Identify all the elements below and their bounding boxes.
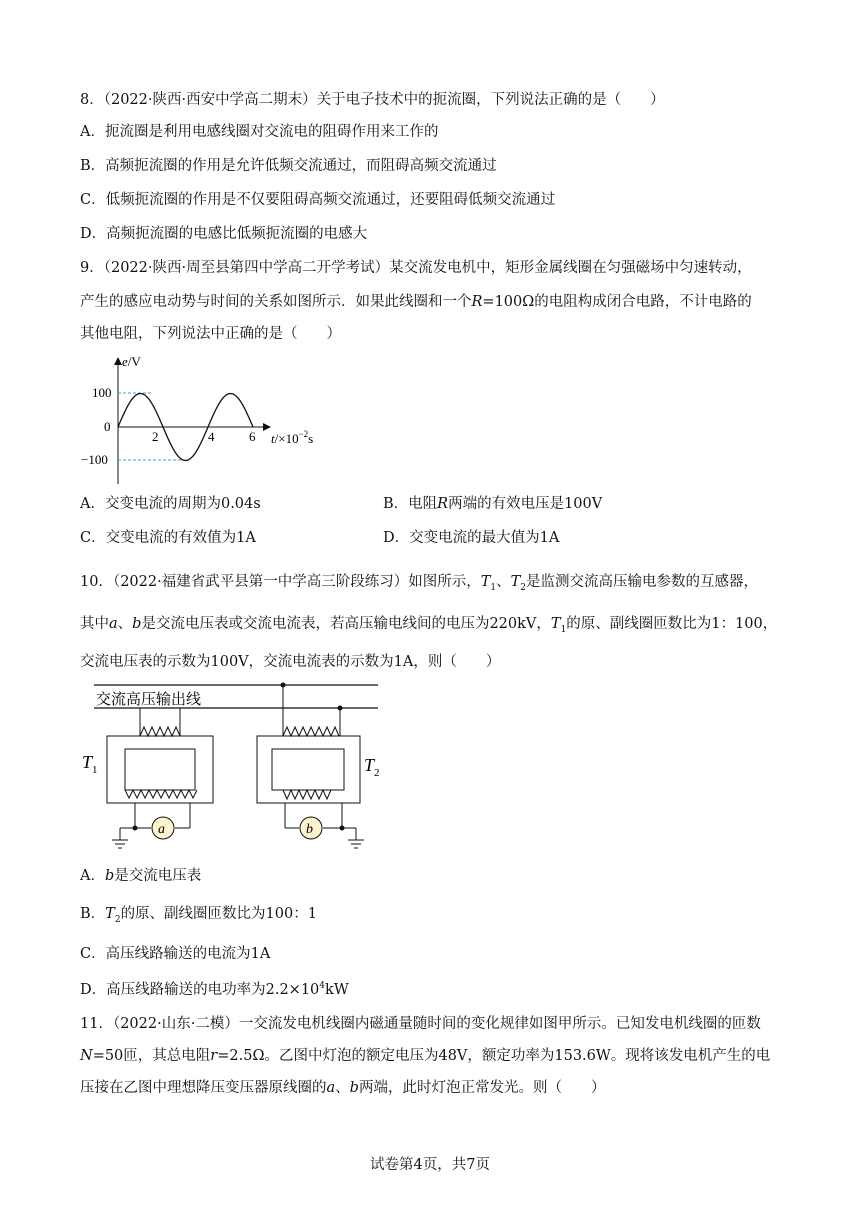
q11-line3: 压接在乙图中理想降压变压器原线圈的a、b两端，此时灯泡正常发光。则（ ） [80, 1080, 606, 1096]
meter-a-label: a [158, 822, 165, 837]
q8-option-a: A．扼流圈是利用电感线圈对交流电的阻碍作用来工作的 [80, 124, 439, 140]
power-line-label: 交流高压输出线 [96, 692, 202, 708]
x-tick-4: 4 [208, 429, 215, 444]
q8-stem: 8．（2022·陕西·西安中学高二期末）关于电子技术中的扼流圈，下列说法正确的是（ ） [80, 92, 665, 108]
q10-stem-line2: 其中a、b是交流电压表或交流电流表，若高压输电线间的电压为220kV，$T_1$的原、副线圈匝数比为1：100， [80, 616, 778, 635]
x-tick-2: 2 [152, 429, 159, 444]
q11-line1: 11．（2022·山东·二模）一交流发电机线圈内磁通量随时间的变化规律如图甲所示。已知发电机线圈的匝数 [80, 1016, 761, 1032]
q9-stem-line2: 产生的感应电动势与时间的关系如图所示．如果此线圈和一个R=100Ω的电阻构成闭合电路，不计电路的 [80, 294, 752, 310]
q11-line2: N=50匝，其总电阻r=2.5Ω。乙图中灯泡的额定电压为48V，额定功率为153.6W。现将该发电机产生的电 [80, 1048, 771, 1064]
q8-option-b: B．高频扼流圈的作用是允许低频交流通过，而阻碍高频交流通过 [80, 158, 497, 174]
T2-label: $T_2$ [364, 755, 380, 779]
x-tick-6: 6 [249, 429, 256, 444]
q10-option-c: C．高压线路输送的电流为1A [80, 946, 271, 962]
q10-stem-line1: 10．（2022·福建省武平县第一中学高三阶段练习）如图所示，$T_1$、$T_2$是监测交流高压输电参数的互感器， [80, 574, 759, 593]
meter-b-label: b [306, 822, 313, 837]
y-tick-min: −100 [81, 452, 108, 467]
x-axis-label: $t/\times 10^{-2}s$ [271, 429, 314, 446]
q10-transformer-diagram [80, 678, 380, 858]
q9-option-c: C．交变电流的有效值为1A [80, 530, 256, 546]
y-tick-zero: 0 [104, 419, 111, 434]
T1-label: $T_1$ [82, 752, 98, 776]
q9-option-b: B．电阻R两端的有效电压是100V [383, 496, 603, 512]
q10-stem-line3: 交流电压表的示数为100V，交流电流表的示数为1A，则（ ） [80, 654, 501, 670]
q10-option-a: A．b是交流电压表 [80, 868, 202, 884]
q9-stem-line3: 其他电阻，下列说法中正确的是（ ） [80, 326, 341, 342]
page-footer: 试卷第4页，共7页 [370, 1157, 490, 1173]
q10-option-d: D．高压线路输送的电功率为$2.2\times 10^4kW$ [80, 981, 349, 998]
y-axis-label: e/V [122, 354, 141, 369]
q8-option-d: D．高频扼流圈的电感比低频扼流圈的电感大 [80, 226, 368, 242]
q9-option-a: A．交变电流的周期为0.04s [80, 496, 261, 512]
y-tick-max: 100 [92, 385, 112, 400]
q10-option-b: B．$T_2$的原、副线圈匝数比为100：1 [80, 906, 317, 925]
q9-emf-time-graph [72, 352, 342, 487]
q8-option-c: C．低频扼流圈的作用是不仅要阻碍高频交流通过，还要阻碍低频交流通过 [80, 192, 556, 208]
q9-option-d: D．交变电流的最大值为1A [383, 530, 560, 546]
q9-stem-line1: 9．（2022·陕西·周至县第四中学高二开学考试）某交流发电机中，矩形金属线圈在匀强磁场中匀速转动， [80, 260, 752, 276]
